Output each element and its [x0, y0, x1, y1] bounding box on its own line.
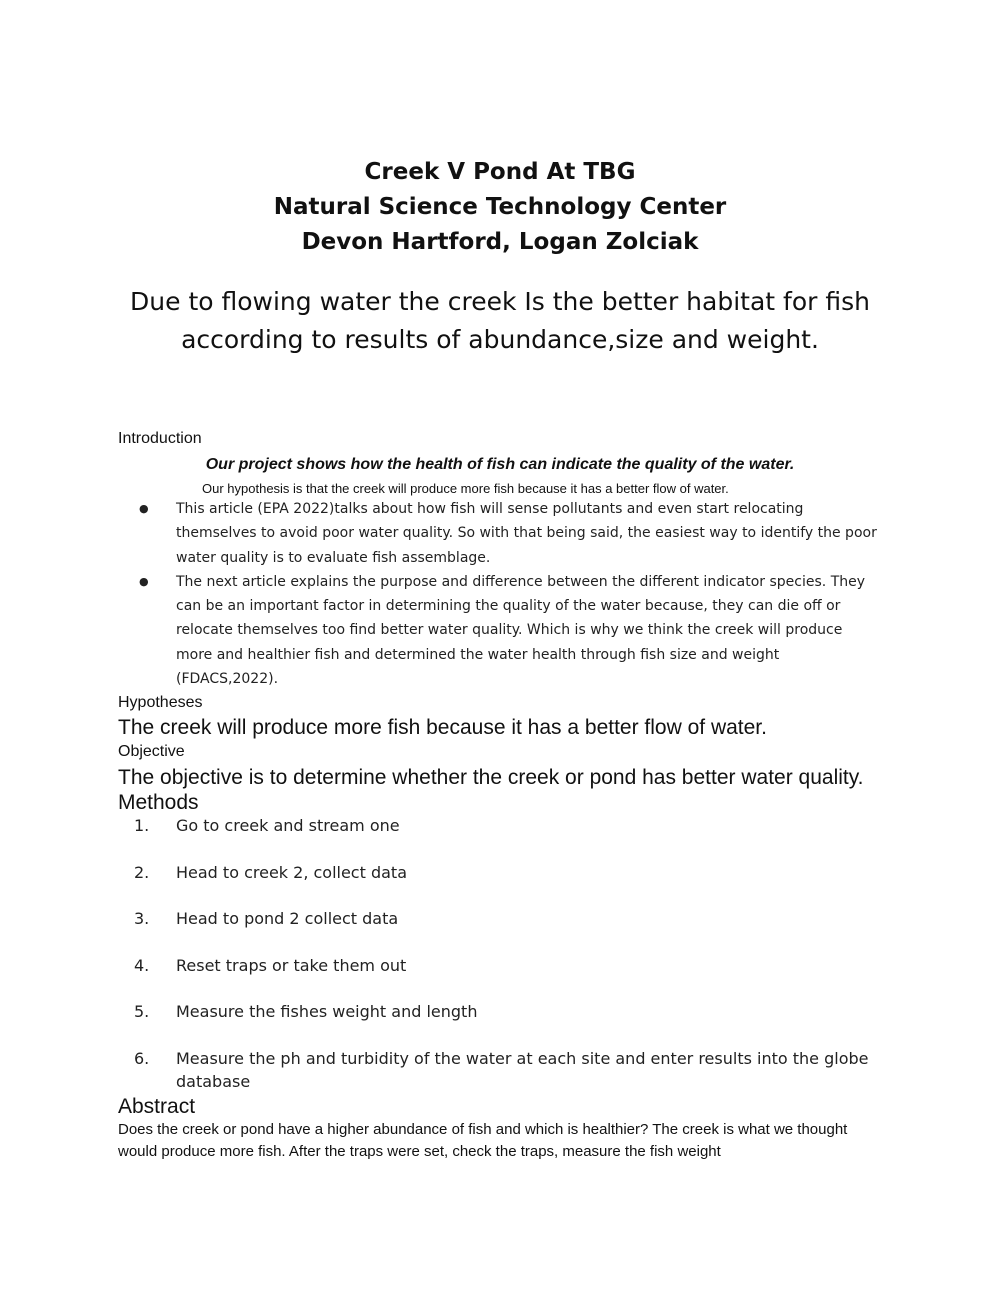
list-item: [0, 497, 881, 570]
list-item: [0, 1000, 876, 1024]
step-number: 5.: [134, 1002, 150, 1021]
list-item: [0, 1047, 876, 1094]
bullet-text: The next article explains the purpose and difference between the different indicator species. They can be an important factor in determining the quality of the water because, they can die off or relocate themselves too find better water quality. Which is why we think the creek will produce more and healthier fish and determined the water health through fish size and weight (FDACS,2022).: [176, 573, 866, 688]
list-item: [0, 814, 876, 838]
bullet-icon: ●: [139, 502, 149, 515]
step-text: Measure the ph and turbidity of the water at each site and enter results into the globe database: [176, 1048, 869, 1091]
introduction-emphasis: Our project shows how the health of fish can indicate the quality of the water.: [205, 456, 795, 473]
thesis-statement: Due to flowing water the creek Is the better habitat for fish according to results of abundance,size and weight.: [130, 287, 870, 354]
hypotheses-heading: Hypotheses: [118, 694, 203, 711]
list-item: [0, 954, 876, 978]
title-line-1: Creek V Pond At TBG: [364, 159, 636, 185]
hypotheses-text: The creek will produce more fish because it has a better flow of water.: [118, 716, 767, 739]
step-text: Measure the fishes weight and length: [176, 1002, 478, 1021]
introduction-heading: Introduction: [118, 430, 202, 447]
objective-text: The objective is to determine whether the creek or pond has better water quality.: [118, 766, 864, 789]
abstract-heading: Abstract: [118, 1095, 196, 1118]
abstract-text: Does the creek or pond have a higher abundance of fish and which is healthier? The creek is what we thought would produce more fish. After the traps were set, check the traps, measure the fish weight: [118, 1121, 848, 1160]
step-text: Reset traps or take them out: [176, 955, 407, 975]
title-line-2: Natural Science Technology Center: [273, 194, 727, 220]
methods-heading: Methods: [118, 791, 199, 814]
list-item: [0, 861, 876, 885]
introduction-hypothesis-line: Our hypothesis is that the creek will produce more fish because it has a better flow of water.: [202, 481, 729, 496]
step-text: Head to pond 2 collect data: [176, 909, 399, 928]
objective-heading: Objective: [118, 743, 185, 760]
step-text: Go to creek and stream one: [176, 816, 400, 835]
methods-list: [0, 814, 1000, 1117]
step-number: 2.: [134, 862, 150, 882]
list-item: [0, 570, 881, 691]
bullet-text: This article (EPA 2022)talks about how fish will sense pollutants and even start relocating themselves to avoid poor water quality. So with that being said, the easiest way to identify the poor water quality is to evaluate fish assemblage.: [176, 501, 877, 566]
step-number: 1.: [134, 816, 150, 835]
list-item: [0, 907, 876, 931]
introduction-bullet-list: [0, 497, 1000, 691]
step-number: 6.: [134, 1048, 150, 1068]
step-number: 4.: [134, 955, 150, 975]
title-line-3: Devon Hartford, Logan Zolciak: [301, 229, 699, 255]
bullet-icon: ●: [139, 574, 149, 588]
step-number: 3.: [134, 909, 150, 928]
step-text: Head to creek 2, collect data: [176, 862, 407, 882]
